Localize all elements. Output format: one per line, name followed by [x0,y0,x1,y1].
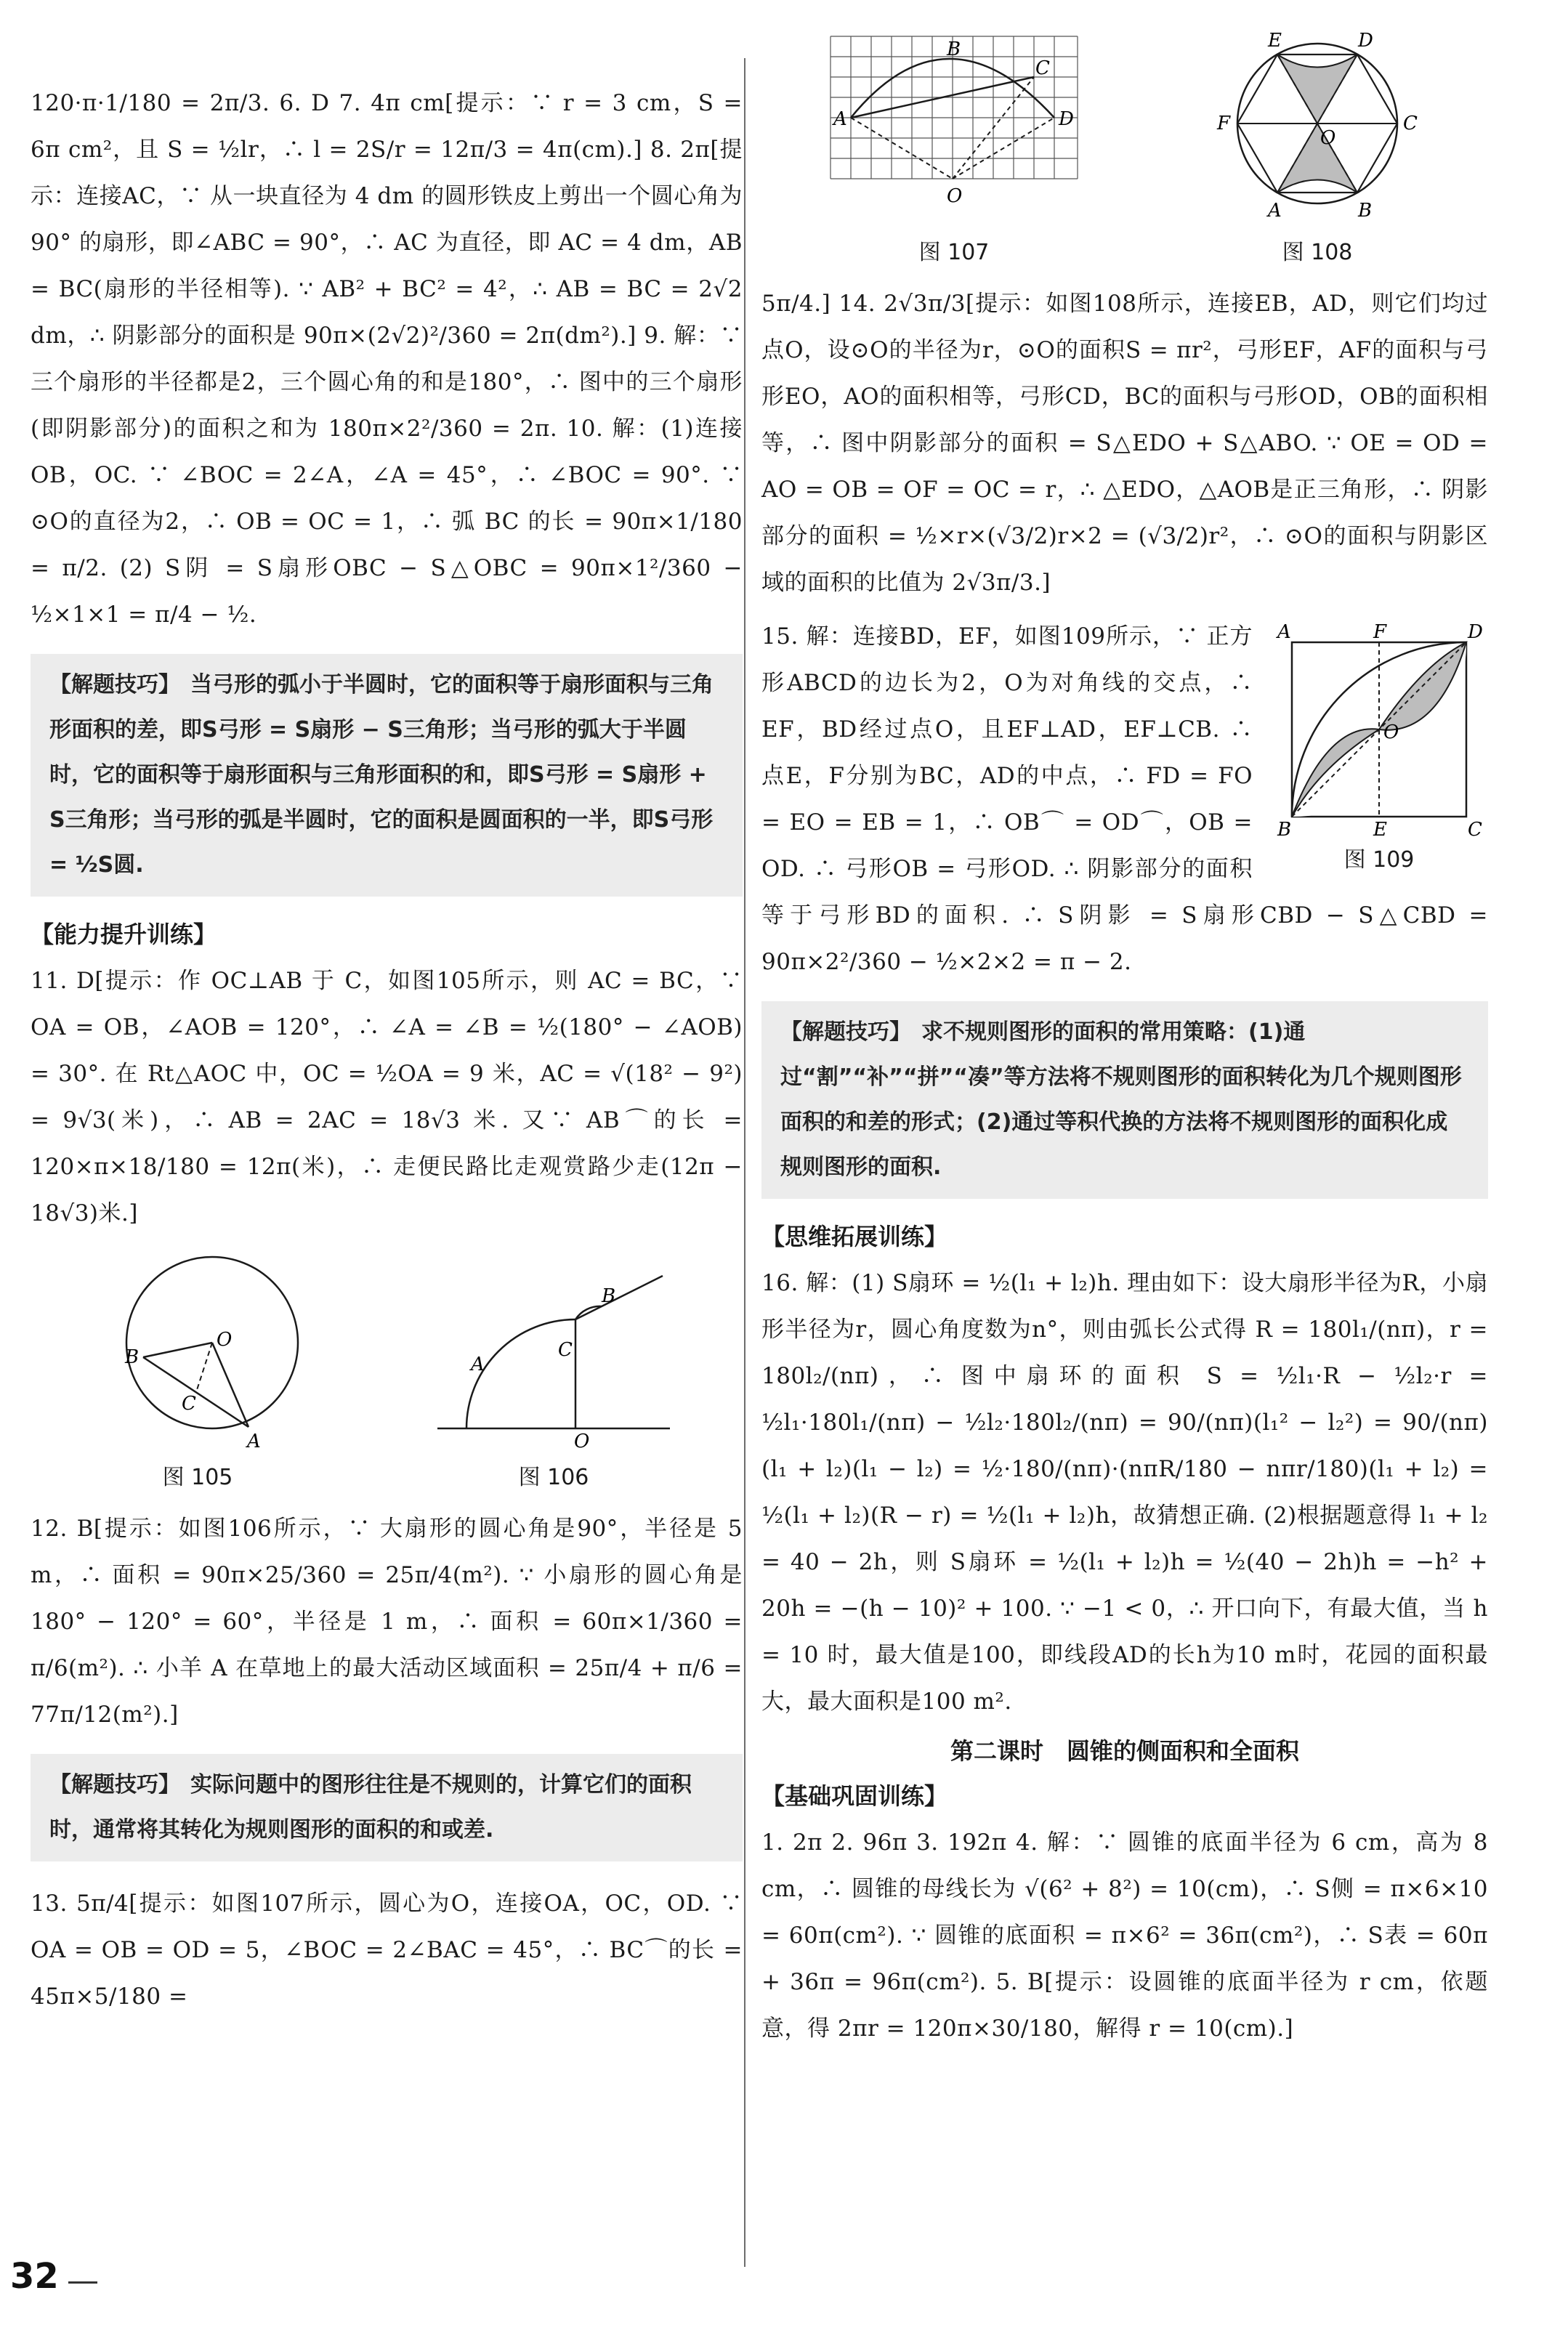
figure-107-drawing [823,29,1085,225]
figure-109-caption: 图 109 [1343,847,1415,873]
fig107-label-c: C [1035,57,1050,79]
tip-text: 实际问题中的图形往往是不规则的，计算它们的面积时，通常将其转化为规则图形的面积的和或差. [49,1772,692,1843]
fig109-label-f: F [1373,621,1387,643]
solving-tip-box [31,654,743,897]
fig106-label-a: A [471,1354,485,1375]
tip-label: 【解题技巧】 [49,672,180,698]
page-number-rule [68,2281,97,2284]
fig107-label-o: O [947,185,963,207]
fig109-label-c: C [1468,819,1482,841]
figure-109-drawing [1277,620,1483,841]
tip-label: 【解题技巧】 [49,1772,180,1798]
fig107-radius-od [953,118,1054,179]
fig105-label-c: C [182,1393,196,1415]
fig107-label-d: D [1059,108,1074,130]
figure-105 [96,1254,299,1491]
fig108-label-b: B [1358,200,1373,222]
figure-row-105-106 [31,1254,743,1491]
right-column [761,22,1488,2059]
section-heading-ability: 【能力提升训练】 [31,921,217,948]
fig108-label-c: C [1403,113,1418,134]
left-column [31,80,743,2027]
section-heading-basic: 【基础巩固训练】 [761,1782,948,1810]
tip-label: 【解题技巧】 [780,1019,911,1045]
fig107-radius-oa [851,118,953,179]
fig109-label-e: E [1373,819,1387,841]
figure-108-drawing [1208,22,1426,225]
figure-107 [823,29,1085,266]
fig109-label-b: B [1277,819,1292,841]
fig106-label-b: B [602,1285,616,1307]
figure-107-caption: 图 107 [918,240,990,265]
page-number: 32 [10,2256,59,2297]
fig106-label-c: C [558,1339,573,1361]
fig107-label-b: B [947,39,961,60]
tip-text: 求不规则图形的面积的常用策略：(1)通过“割”“补”“拼”“凑”等方法将不规则图形的面积转化为几个规则图形面积的和差的形式；(2)通过等积代换的方法将不规则图形的面积化成规则图形的面积. [780,1019,1462,1180]
figure-105-drawing [96,1254,299,1450]
answer-block-6-10: 120·π·1/180 = 2π/3. 6. D 7. 4π cm[提示：∵ r = 3 cm，S = 6π cm²，且 S = ½lr，∴ l = 2S/r = 12π/3 = 4π(cm).] 8. 2π[提示：连接AC，∵ 从一块直径为 4 dm 的圆形铁皮上剪出一个圆心角为 90° 的扇形，即∠ABC = 90°，∴ AC 为直径，即 AC = 4 dm，AB = BC(扇形的半径相等). ∵ AB² + BC² = 4²，∴ AB = BC = 2√2 dm，∴ 阴影部分的面积是 90π×(2√2)²/360 = 2π(dm²).] 9. 解：∵ 三个扇形的半径都是2，三个圆心角的和是180°，∴ 图中的三个扇形(即阴影部分)的面积之和为 180π×2²/360 = 2π. 10. 解：(1)连接OB，OC. ∵ ∠BOC = 2∠A，∠A = 45°，∴ ∠BOC = 90°. ∵ ⊙O的直径为2，∴ OB = OC = 1，∴ 弧 BC 的长 = 90π×1/180 = π/2. (2) S阴 = S扇形OBC − S△OBC = 90π×1²/360 − ½×1×1 = π/4 − ½. [31,90,743,628]
column-divider [744,58,745,2267]
fig105-radius-ob [143,1343,212,1357]
fig108-label-o: O [1320,127,1336,149]
figure-row-107-108 [761,22,1488,266]
figure-106-drawing [430,1254,677,1450]
fig105-perpendicular-oc [196,1343,212,1392]
tip-text: 当弓形的弧小于半圆时，它的面积等于扇形面积与三角形面积的差，即S弓形 = S扇形 − S三角形；当弓形的弧大于半圆时，它的面积等于扇形面积与三角形面积的和，即S弓形 = S扇形 + S三角形；当弓形的弧是半圆时，它的面积是圆面积的一半，即S弓形 = ½S圆. [49,672,714,878]
fig108-label-e: E [1268,30,1282,52]
fig105-label-b: B [125,1346,140,1368]
fig105-label-o: O [217,1329,233,1351]
lesson-title: 第二课时 圆锥的侧面积和全面积 [950,1737,1299,1765]
answer-block-11: 11. D[提示：作 OC⊥AB 于 C，如图105所示，则 AC = BC，∵ OA = OB，∠AOB = 120°，∴ ∠A = ∠B = ½(180° − ∠AOB) = 30°. 在 Rt△AOC 中，OC = ½OA = 9 米，AC = √(18² − 9²) = 9√3(米)，∴ AB = 2AC = 18√3 米. 又∵ AB⌒的长 = 120×π×18/180 = 12π(米)，∴ 走便民路比走观赏路少走(12π − 18√3)米.] [31,968,743,1226]
fig106-label-o: O [574,1431,590,1452]
answer-block-cone: 1. 2π 2. 96π 3. 192π 4. 解：∵ 圆锥的底面半径为 6 cm，高为 8 cm，∴ 圆锥的母线长为 √(6² + 8²) = 10(cm)，∴ S侧 = π×6×10 = 60π(cm²). ∵ 圆锥的底面积 = π×6² = 36π(cm²)，∴ S表 = 60π + 36π = 96π(cm²). 5. B[提示：设圆锥的底面半径为 r cm，依题意，得 2πr = 120π×30/180，解得 r = 10(cm).] [761,1829,1488,2042]
fig109-label-d: D [1468,621,1483,643]
answer-block-15: 15. 解：连接BD，EF，如图109所示，∵ 正方形ABCD的边长为2，O为对角线的交点，∴ EF，BD经过点O，且EF⊥AD，EF⊥CB. ∴ 点E，F分别为BC，AD的中点，∴ FD = FO = EO = EB = 1，∴ OB⌒ = OD⌒，OB = OD. ∴ 弓形OB = 弓形OD. ∴ 阴影部分的面积等于弓形BD的面积. ∴ S阴影 = S扇形CBD − S△CBD = 90π×2²/360 − ½×2×2 = π − 2. [761,623,1488,975]
fig109-label-o: O [1383,721,1399,743]
fig105-label-a: A [247,1431,261,1452]
figure-106 [430,1254,677,1491]
answer-block-13: 13. 5π/4[提示：如图107所示，圆心为O，连接OA，OC，OD. ∵ OA = OB = OD = 5，∠BOC = 2∠BAC = 45°，∴ BC⌒的长 = 45π×5/180 = [31,1891,743,2010]
figure-108-caption: 图 108 [1282,240,1353,265]
answer-block-13-14: 5π/4.] 14. 2√3π/3[提示：如图108所示，连接EB，AD，则它们均过点O，设⊙O的半径为r，⊙O的面积S = πr²，弓形EF，AF的面积与弓形EO，AO的面积相等，弓形CD，BC的面积与弓形OD，OB的面积相等，∴ 图中阴影部分的面积 = S△EDO + S△ABO. ∵ OE = OD = AO = OB = OF = OC = r，∴ △EDO，△AOB是正三角形，∴ 阴影部分的面积 = ½×r×(√3/2)r×2 = (√3/2)r²，∴ ⊙O的面积与阴影区域的面积的比值为 2√3π/3.] [761,291,1488,596]
figure-109 [1270,620,1488,873]
fig108-label-a: A [1268,200,1282,222]
solving-tip-box-2 [31,1754,743,1861]
fig108-label-f: F [1217,113,1231,134]
answer-block-12: 12. B[提示：如图106所示，∵ 大扇形的圆心角是90°，半径是 5 m，∴ 面积 = 90π×25/360 = 25π/4(m²). ∵ 小扇形的圆心角是 180° − 120° = 60°，半径是 1 m，∴ 面积 = 60π×1/360 = π/6(m²). ∴ 小羊 A 在草地上的最大活动区域面积 = 25π/4 + π/6 = 77π/12(m²).] [31,1516,743,1728]
section-heading-thinking: 【思维拓展训练】 [761,1223,948,1250]
solving-tip-box-3 [761,1001,1488,1199]
figure-108 [1208,22,1426,266]
fig106-rope-line [575,1276,663,1319]
answer-block-16: 16. 解：(1) S扇环 = ½(l₁ + l₂)h. 理由如下：设大扇形半径为R，小扇形半径为r，圆心角度数为n°，则由弧长公式得 R = 180l₁/(nπ)，r = 180l₂/(nπ)，∴ 图中扇环的面积 S = ½l₁·R − ½l₂·r = ½l₁·180l₁/(nπ) − ½l₂·180l₂/(nπ) = 90/(nπ)(l₁² − l₂²) = 90/(nπ)(l₁ + l₂)(l₁ − l₂) = ½·180/(nπ)·(nπR/180 − nπr/180)(l₁ + l₂) = ½(l₁ + l₂)(R − r) = ½(l₁ + l₂)h，故猜想正确. (2)根据题意得 l₁ + l₂ = 40 − 2h，则 S扇环 = ½(l₁ + l₂)h = ½(40 − 2h)h = −h² + 20h = −(h − 10)² + 100. ∵ −1 < 0，∴ 开口向下，有最大值，当 h = 10 时，最大值是100，即线段AD的长h为10 m时，花园的面积最大，最大面积是100 m². [761,1270,1488,1715]
figure-105-caption: 图 105 [162,1465,233,1490]
fig108-label-d: D [1358,30,1373,52]
figure-106-caption: 图 106 [518,1465,589,1490]
fig107-label-a: A [833,108,847,130]
fig109-label-a: A [1277,621,1291,643]
